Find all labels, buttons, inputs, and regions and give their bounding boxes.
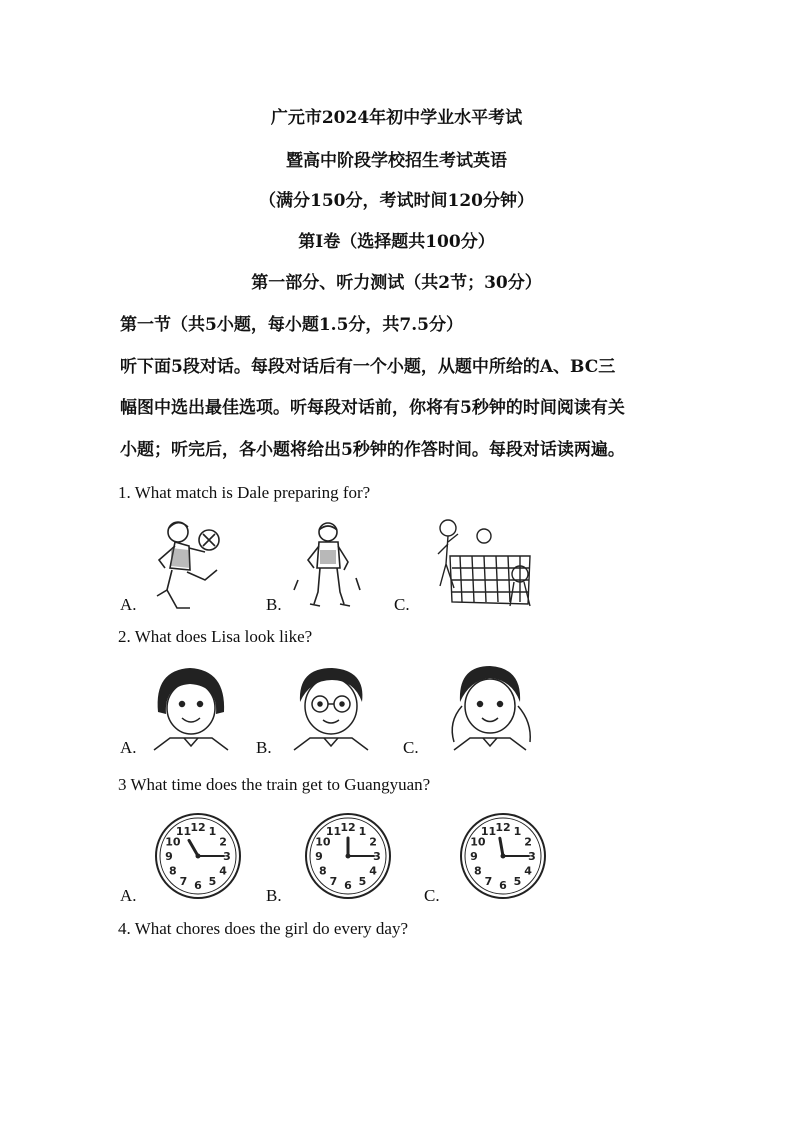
clock-center — [346, 854, 351, 859]
question-1-text: 1. What match is Dale preparing for? — [118, 483, 371, 502]
clock-number: 8 — [474, 864, 482, 878]
question-4-text: 4. What chores does the girl do every day? — [118, 919, 409, 938]
clock-number: 10 — [165, 835, 181, 849]
clock-number: 3 — [223, 850, 231, 863]
clock-number: 3 — [373, 850, 381, 863]
clock-number: 9 — [165, 850, 173, 863]
basketball-player-picture[interactable] — [290, 520, 365, 610]
clock-number: 12 — [495, 821, 511, 834]
question-2-text: 2. What does Lisa look like? — [118, 627, 313, 646]
option-c-label: C. — [394, 595, 410, 614]
clock-number: 8 — [169, 864, 177, 878]
clock-icon[interactable] — [150, 810, 246, 902]
clock-hour-hand — [500, 838, 503, 856]
clock-number: 6 — [344, 879, 352, 892]
clock-hour-hand — [189, 840, 198, 856]
clock-number: 7 — [329, 875, 338, 889]
clock-number: 5 — [513, 875, 522, 889]
option-a-label: A. — [120, 886, 137, 905]
part-heading: 第一部分、听力测试（共2节；30分） — [251, 273, 542, 293]
clock-number: 2 — [524, 835, 532, 849]
clock-number: 1 — [208, 824, 217, 838]
clock-number: 9 — [315, 850, 323, 863]
girl-short-hair-picture[interactable] — [150, 662, 232, 752]
option-b-label: B. — [266, 595, 282, 614]
clock-number: 4 — [524, 864, 532, 878]
clock-number: 1 — [358, 824, 367, 838]
option-a-label: A. — [120, 738, 137, 757]
clock-center — [196, 854, 201, 859]
girl-braids-picture[interactable] — [440, 662, 540, 752]
clock-number: 4 — [369, 864, 377, 878]
exam-title-line2: 暨高中阶段学校招生考试英语 — [286, 151, 507, 171]
option-a-label: A. — [120, 595, 137, 614]
volleyball-players-picture[interactable] — [430, 516, 535, 608]
clock-number: 5 — [358, 875, 367, 889]
clock-number: 11 — [175, 824, 192, 838]
exam-title-line1: 广元市2024年初中学业水平考试 — [270, 108, 523, 128]
clock-number: 4 — [219, 864, 227, 878]
clock-number: 7 — [179, 875, 188, 889]
clock-icon[interactable] — [455, 810, 551, 902]
volume-heading: 第I卷（选择题共100分） — [298, 232, 495, 252]
clock-number: 6 — [194, 879, 202, 892]
score-info: （满分150分，考试时间120分钟） — [259, 191, 534, 211]
clock-number: 11 — [480, 824, 497, 838]
clock-center — [501, 854, 506, 859]
clock-number: 6 — [499, 879, 507, 892]
clock-number: 5 — [208, 875, 217, 889]
clock-number: 11 — [325, 824, 342, 838]
clock-number: 2 — [369, 835, 377, 849]
option-b-label: B. — [266, 886, 282, 905]
clock-number: 12 — [340, 821, 356, 834]
clock-number: 3 — [528, 850, 536, 863]
clock-number: 1 — [513, 824, 522, 838]
instruction-line: 听下面5段对话。每段对话后有一个小题，从题中所给的A、BC三 — [120, 357, 616, 377]
clock-number: 10 — [315, 835, 331, 849]
clock-number: 10 — [470, 835, 486, 849]
football-player-picture[interactable] — [145, 518, 235, 610]
clock-number: 8 — [319, 864, 327, 878]
option-c-label: C. — [403, 738, 419, 757]
instruction-line: 小题；听完后，各小题将给出5秒钟的作答时间。每段对话读两遍。 — [120, 440, 625, 460]
clock-number: 12 — [190, 821, 206, 834]
clock-number: 2 — [219, 835, 227, 849]
option-b-label: B. — [256, 738, 272, 757]
girl-glasses-picture[interactable] — [290, 662, 372, 752]
option-c-label: C. — [424, 886, 440, 905]
clock-number: 7 — [484, 875, 493, 889]
question-3-text: 3 What time does the train get to Guangyuan? — [118, 775, 431, 794]
section-heading: 第一节（共5小题，每小题1.5分，共7.5分） — [120, 315, 463, 335]
clock-number: 9 — [470, 850, 478, 863]
clock-icon[interactable] — [300, 810, 396, 902]
instruction-line: 幅图中选出最佳选项。听每段对话前，你将有5秒钟的时间阅读有关 — [120, 398, 625, 418]
